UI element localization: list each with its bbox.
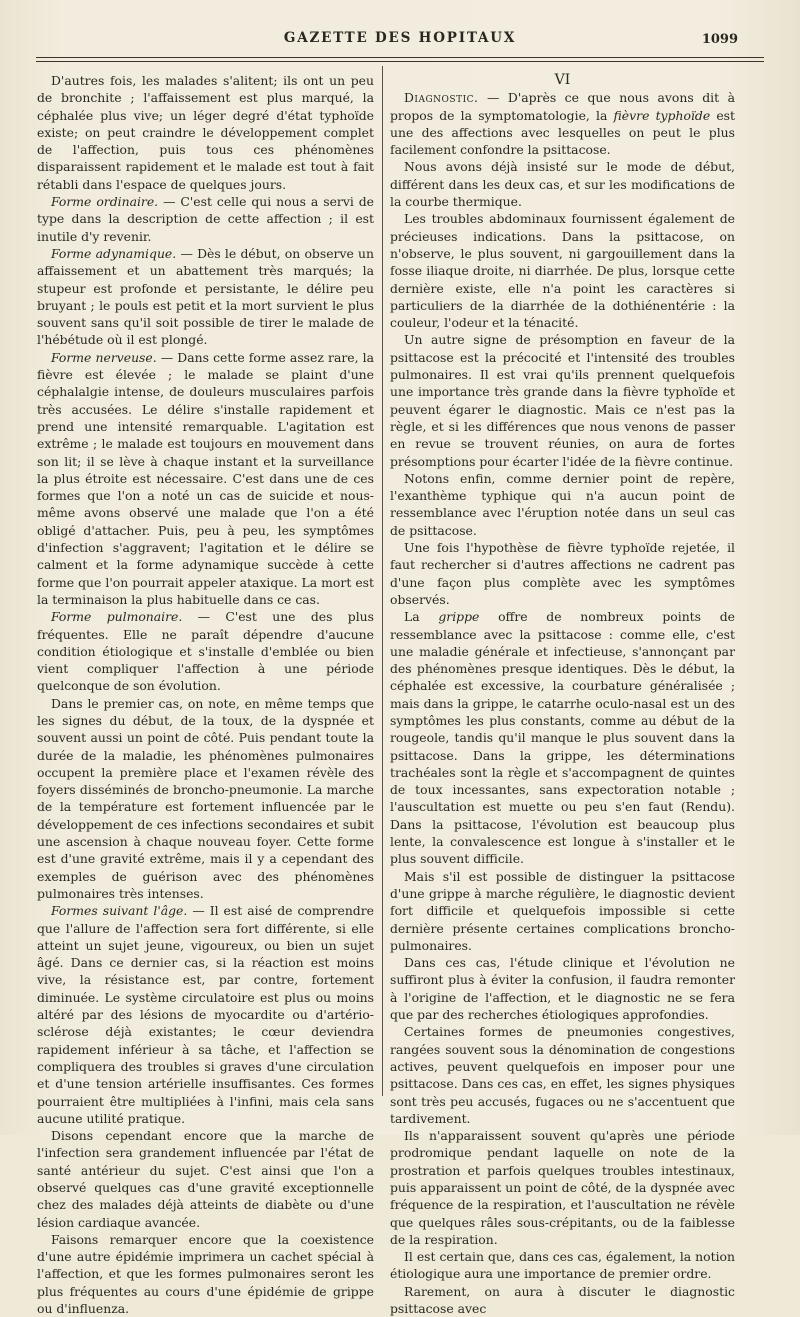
paragraph: Forme nerveuse. — Dans cette forme assez rare, la fièvre est élevée ; le malade se plaint d'une céphalalgie intense, de douleurs musculaires parfois très accusées. Le délire s'installe rapidement et prend une intensité remarquable. L'agitation est extrême ; le malade est toujours en mouvement dans son lit; il se lève à chaque instant et la surveillance la plus étroite est nécessaire. C'est dans une de ces formes que l'on a noté un cas de suicide et nous-même avons observé une malade que l'on a été obligé d'attacher. Puis, peu à peu, les symptômes d'infection s'aggravent; l'agitation et le délire se calment et la forme adynamique succède à cette forme que l'on pourrait appeler ataxique. La mort est la terminaison la plus habituelle dans ce cas. — [37, 349, 374, 607]
form-heading: Forme ordinaire. — [51, 194, 159, 210]
paragraph: Notons enfin, comme dernier point de repère, l'exanthème typhique qui n'a aucun point de ressemblance avec l'éruption notée dans un seul cas de psittacose. — [390, 470, 735, 538]
paragraph: Une fois l'hypothèse de fièvre typhoïde rejetée, il faut rechercher si d'autres affections ne cadrent pas d'une façon plus complète avec les symptômes observés. — [390, 540, 735, 607]
paragraph: Forme adynamique. — Dès le début, on observe un affaissement et un abattement très marqués; la stupeur est profonde et persistante, le délire peu bruyant ; le pouls est petit et la mort survient le plus souvent sans qu'il soit possible de tirer le malade de l'hébétude où il est plongé. — [37, 245, 374, 348]
paragraph: Formes suivant l'âge. — Il est aisé de comprendre que l'allure de l'affection sera fort différente, si elle atteint un sujet jeune, vigoureux, ou bien un sujet âgé. Dans ce dernier cas, si la réaction est moins vive, la résistance est, par contre, fortement diminuée. Le système circulatoire est plus ou moins altéré par des lésions de myocardite ou d'artério-sclérose déjà existantes; le cœur deviendra rapidement inférieur à sa tâche, et l'affection se compliquera des troubles si graves d'une circulation et d'une tension artérielle insuffisantes. Ces formes pourraient être multipliées à l'infini, mais cela sans aucune utilité pratique. — [37, 903, 374, 1126]
form-heading: Forme adynamique. — [51, 245, 177, 261]
paragraph: Dans ces cas, l'étude clinique et l'évolution ne suffiront plus à éviter la confusion, il faudra remonter à l'origine de l'affection, et le diagnostic ne se fera que par des recherches étiologiques approfondies. — [390, 955, 735, 1023]
section-heading: Diagnostic. — [404, 90, 479, 106]
paragraph: Un autre signe de présomption en faveur de la psittacose est la précocité et l'intensité des troubles pulmonaires. Il est vrai qu'ils prennent quelquefois une importance très grande dans la fièvre typhoïde et peuvent égarer le diagnostic. Mais ce n'est pas la règle, et si les différences que nous venons de passer en revue se trouvent réunies, on aura de fortes présomptions pour écarter l'idée de la fièvre continue. — [390, 332, 735, 469]
paragraph: Faisons remarquer encore que la coexistence d'une autre épidémie imprimera un cachet spécial à l'affection, et que les formes pulmonaires seront les plus fréquentes au cours d'une épidémie de grippe ou d'influenza. — [37, 1231, 374, 1317]
left-column — [37, 72, 374, 1317]
paragraph: D'autres fois, les malades s'alitent; ils ont un peu de bronchite ; l'affaissement est plus marqué, la céphalée plus vive; un léger degré d'état typhoïde existe; on peut craindre le développement complet de l'affection, puis tous ces phénomènes disparaissent rapidement et le malade est tout à fait rétabli dans l'espace de quelques jours. — [37, 73, 374, 192]
form-heading: Forme pulmonaire. — [51, 609, 183, 625]
paragraph: Rarement, on aura à discuter le diagnostic psittacose avec — [390, 1283, 735, 1317]
paragraph: Dans le premier cas, on note, en même temps que les signes du début, de la toux, de la dyspnée et souvent aussi un point de côté. Puis pendant toute la durée de la maladie, les phénomènes pulmonaires occupent la première place et l'examen révèle des foyers disséminés de broncho-pneumonie. La marche de la température est fortement influencée par le développement de ces infections secondaires et subit une ascension à chaque nouveau foyer. Cette forme est d'une gravité extrême, mais il y a cependant des exemples de guérison avec des phénomènes pulmonaires très intenses. — [37, 695, 374, 901]
paragraph: Certaines formes de pneumonies congestives, rangées souvent sous la dénomination de congestions actives, peuvent quelquefois en imposer pour une psittacose. Dans ces cas, en effet, les signes physiques sont très peu accusés, fugaces ou ne s'accentuent que tardivement. — [390, 1024, 735, 1126]
paragraph: Forme pulmonaire. — C'est une des plus fréquentes. Elle ne paraît dépendre d'aucune condition étiologique et s'installe d'emblée ou bien vient compliquer l'affection à une période quelconque de son évolution. — [37, 609, 374, 694]
header-rule — [36, 57, 764, 58]
right-column — [390, 72, 735, 1317]
journal-title: GAZETTE DES HOPITAUX — [283, 30, 517, 46]
form-heading: Formes suivant l'âge. — [51, 903, 188, 919]
page-number: 1099 — [701, 32, 738, 47]
form-heading: Forme nerveuse. — [51, 349, 157, 365]
paragraph: Forme ordinaire. — C'est celle qui nous a servi de type dans la description de cette affection ; il est inutile d'y revenir. — [37, 194, 374, 244]
header-rule-thin — [36, 61, 764, 62]
page-header — [0, 30, 800, 54]
paragraph: Mais s'il est possible de distinguer la psittacose d'une grippe à marche régulière, le diagnostic devient fort difficile et quelquefois impossible si cette dernière présente certaines complications broncho-pulmonaires. — [390, 868, 735, 953]
column-divider — [382, 66, 383, 1096]
section-number: VI — [554, 72, 571, 88]
paragraph: Diagnostic. — D'après ce que nous avons dit à propos de la symptomatologie, la fièvre typhoïde est une des affections avec lesquelles on peut le plus facilement confondre la psittacose. — [390, 90, 735, 158]
paragraph: Disons cependant encore que la marche de l'infection sera grandement influencée par l'état de santé antérieur du sujet. C'est ainsi que l'on a observé quelques cas d'une gravité exceptionnelle chez des malades déjà atteints de diabète ou d'une lésion cardiaque avancée. — [37, 1128, 374, 1230]
paragraph: Il est certain que, dans ces cas, également, la notion étiologique aura une importance de premier ordre. — [390, 1249, 735, 1282]
paragraph: La grippe offre de nombreux points de ressemblance avec la psittacose : comme elle, c'est une maladie générale et infectieuse, s'annonçant par des phénomènes presque identiques. Dès le début, la céphalée est excessive, la courbature généralisée ; mais dans la grippe, le catarrhe oculo-nasal est un des symptômes les plus constants, comme au début de la rougeole, tandis qu'il manque le plus souvent dans la psittacose. Dans la grippe, les déterminations trachéales sont la règle et s'accompagnent de quintes de toux incessantes, sans expectoration notable ; l'auscultation est muette ou peu s'en faut (Rendu). Dans la psittacose, l'évolution est beaucoup plus lente, la convalescence est longue à s'installer et le plus souvent difficile. — [390, 609, 735, 867]
paragraph: Ils n'apparaissent souvent qu'après une période prodromique pendant laquelle on note de la prostration et parfois quelques troubles intestinaux, puis apparaissent un point de côté, de la dyspnée avec fréquence de la respiration, et l'auscultation ne révèle que quelques râles sous-crépitants, ou de la faiblesse de la respiration. — [390, 1128, 735, 1247]
paragraph: Nous avons déjà insisté sur le mode de début, différent dans les deux cas, et sur les modifications de la courbe thermique. — [390, 159, 735, 210]
paragraph: Les troubles abdominaux fournissent également de précieuses indications. Dans la psittacose, on n'observe, le plus souvent, ni gargouillement dans la fosse iliaque droite, ni diarrhée. De plus, lorsque cette dernière existe, elle n'a point les caractères si particuliers de la diarrhée de la dothiénentérie : la couleur, l'odeur et la ténacité. — [390, 211, 735, 331]
